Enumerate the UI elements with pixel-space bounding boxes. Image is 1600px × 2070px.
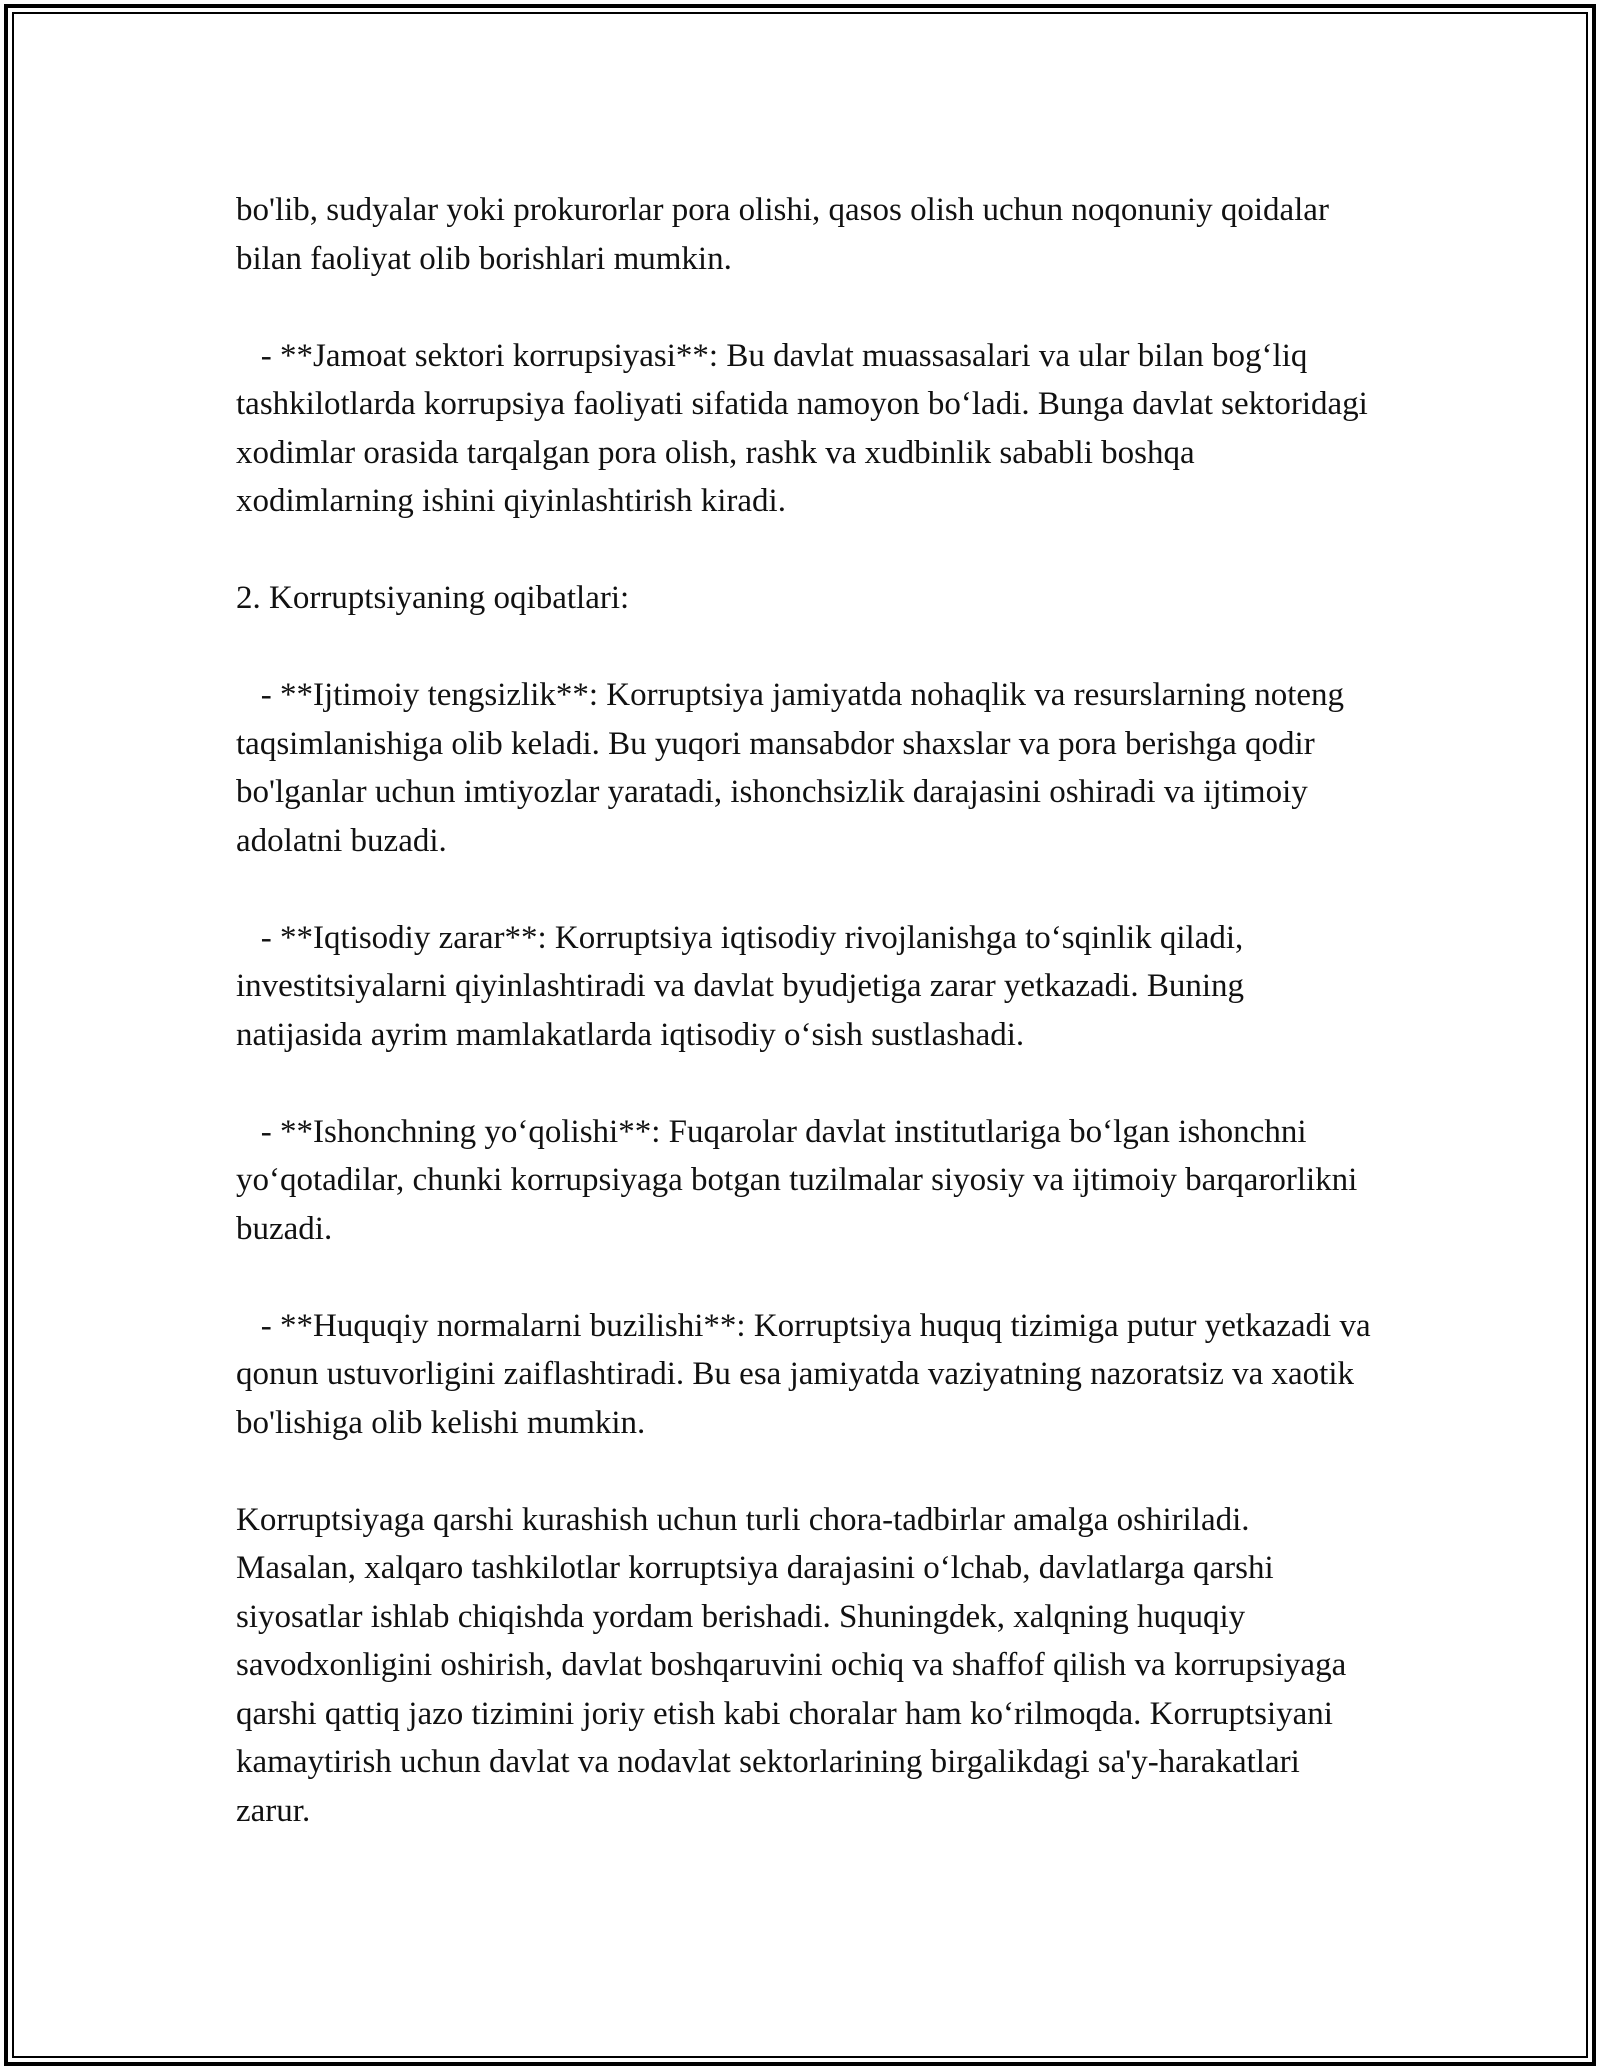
paragraph-legal-norms-violation: - **Huquqiy normalarni buzilishi**: Korruptsiya huquq tizimiga putur yetkazadi va qonun ustuvorligini zaiflashtiradi. Bu esa jamiyatda vaziyatning nazoratsiz va xaotik bo'lishiga olib kelishi mumkin. — [236, 1307, 1379, 1441]
paragraph-social-inequality: - **Ijtimoiy tengsizlik**: Korruptsiya jamiyatda nohaqlik va resurslarning noteng taqsimlanishiga olib keladi. Bu yuqori mansabdor shaxslar va pora berishga qodir bo'lganlar uchun imtiyozlar yaratadi, ishonchsizlik darajasini oshiradi va ijtimoiy adolatni buzadi. — [236, 677, 1353, 859]
paragraph-economic-damage: - **Iqtisodiy zarar**: Korruptsiya iqtisodiy rivojlanishga toʻsqinlik qiladi, investitsiyalarni qiyinlashtiradi va davlat byudjetiga zarar yetkazadi. Buning natijasida ayrim mamlakatlarda iqtisodiy oʻsish sustlashadi. — [236, 919, 1253, 1053]
paragraph-courts-corruption-continued: bo'lib, sudyalar yoki prokurorlar pora olishi, qasos olish uchun noqonuniy qoidalar bilan faoliyat olib borishlari mumkin. — [236, 192, 1338, 277]
section-heading-consequences: 2. Korruptsiyaning oqibatlari: — [236, 580, 630, 616]
paragraph-public-sector-corruption: - **Jamoat sektori korrupsiyasi**: Bu davlat muassasalari va ular bilan bogʻliq tashkilotlarda korrupsiya faoliyati sifatida namoyon boʻladi. Bunga davlat sektoridagi xodimlar orasida tarqalgan pora olish, rashk va xudbinlik sababli boshqa xodimlarning ishini qiyinlashtirish kiradi. — [236, 337, 1377, 519]
document-body — [236, 186, 1379, 1835]
paragraph-anti-corruption-measures: Korruptsiyaga qarshi kurashish uchun turli chora-tadbirlar amalga oshiriladi. Masalan, xalqaro tashkilotlar korruptsiya darajasini oʻlchab, davlatlarga qarshi siyosatlar ishlab chiqishda yordam berishadi. Shuningdek, xalqning huquqiy savodxonligini oshirish, davlat boshqaruvini ochiq va shaffof qilish va korrupsiyaga qarshi qattiq jazo tizimini joriy etish kabi choralar ham koʻrilmoqda. Korruptsiyani kamaytirish uchun davlat va nodavlat sektorlarining birgalikdagi sa'y-harakatlari zarur. — [236, 1501, 1355, 1829]
paragraph-loss-of-trust: - **Ishonchning yoʻqolishi**: Fuqarolar davlat institutlariga boʻlgan ishonchni yoʻqotadilar, chunki korrupsiyaga botgan tuzilmalar siyosiy va ijtimoiy barqarorlikni buzadi. — [236, 1113, 1366, 1247]
